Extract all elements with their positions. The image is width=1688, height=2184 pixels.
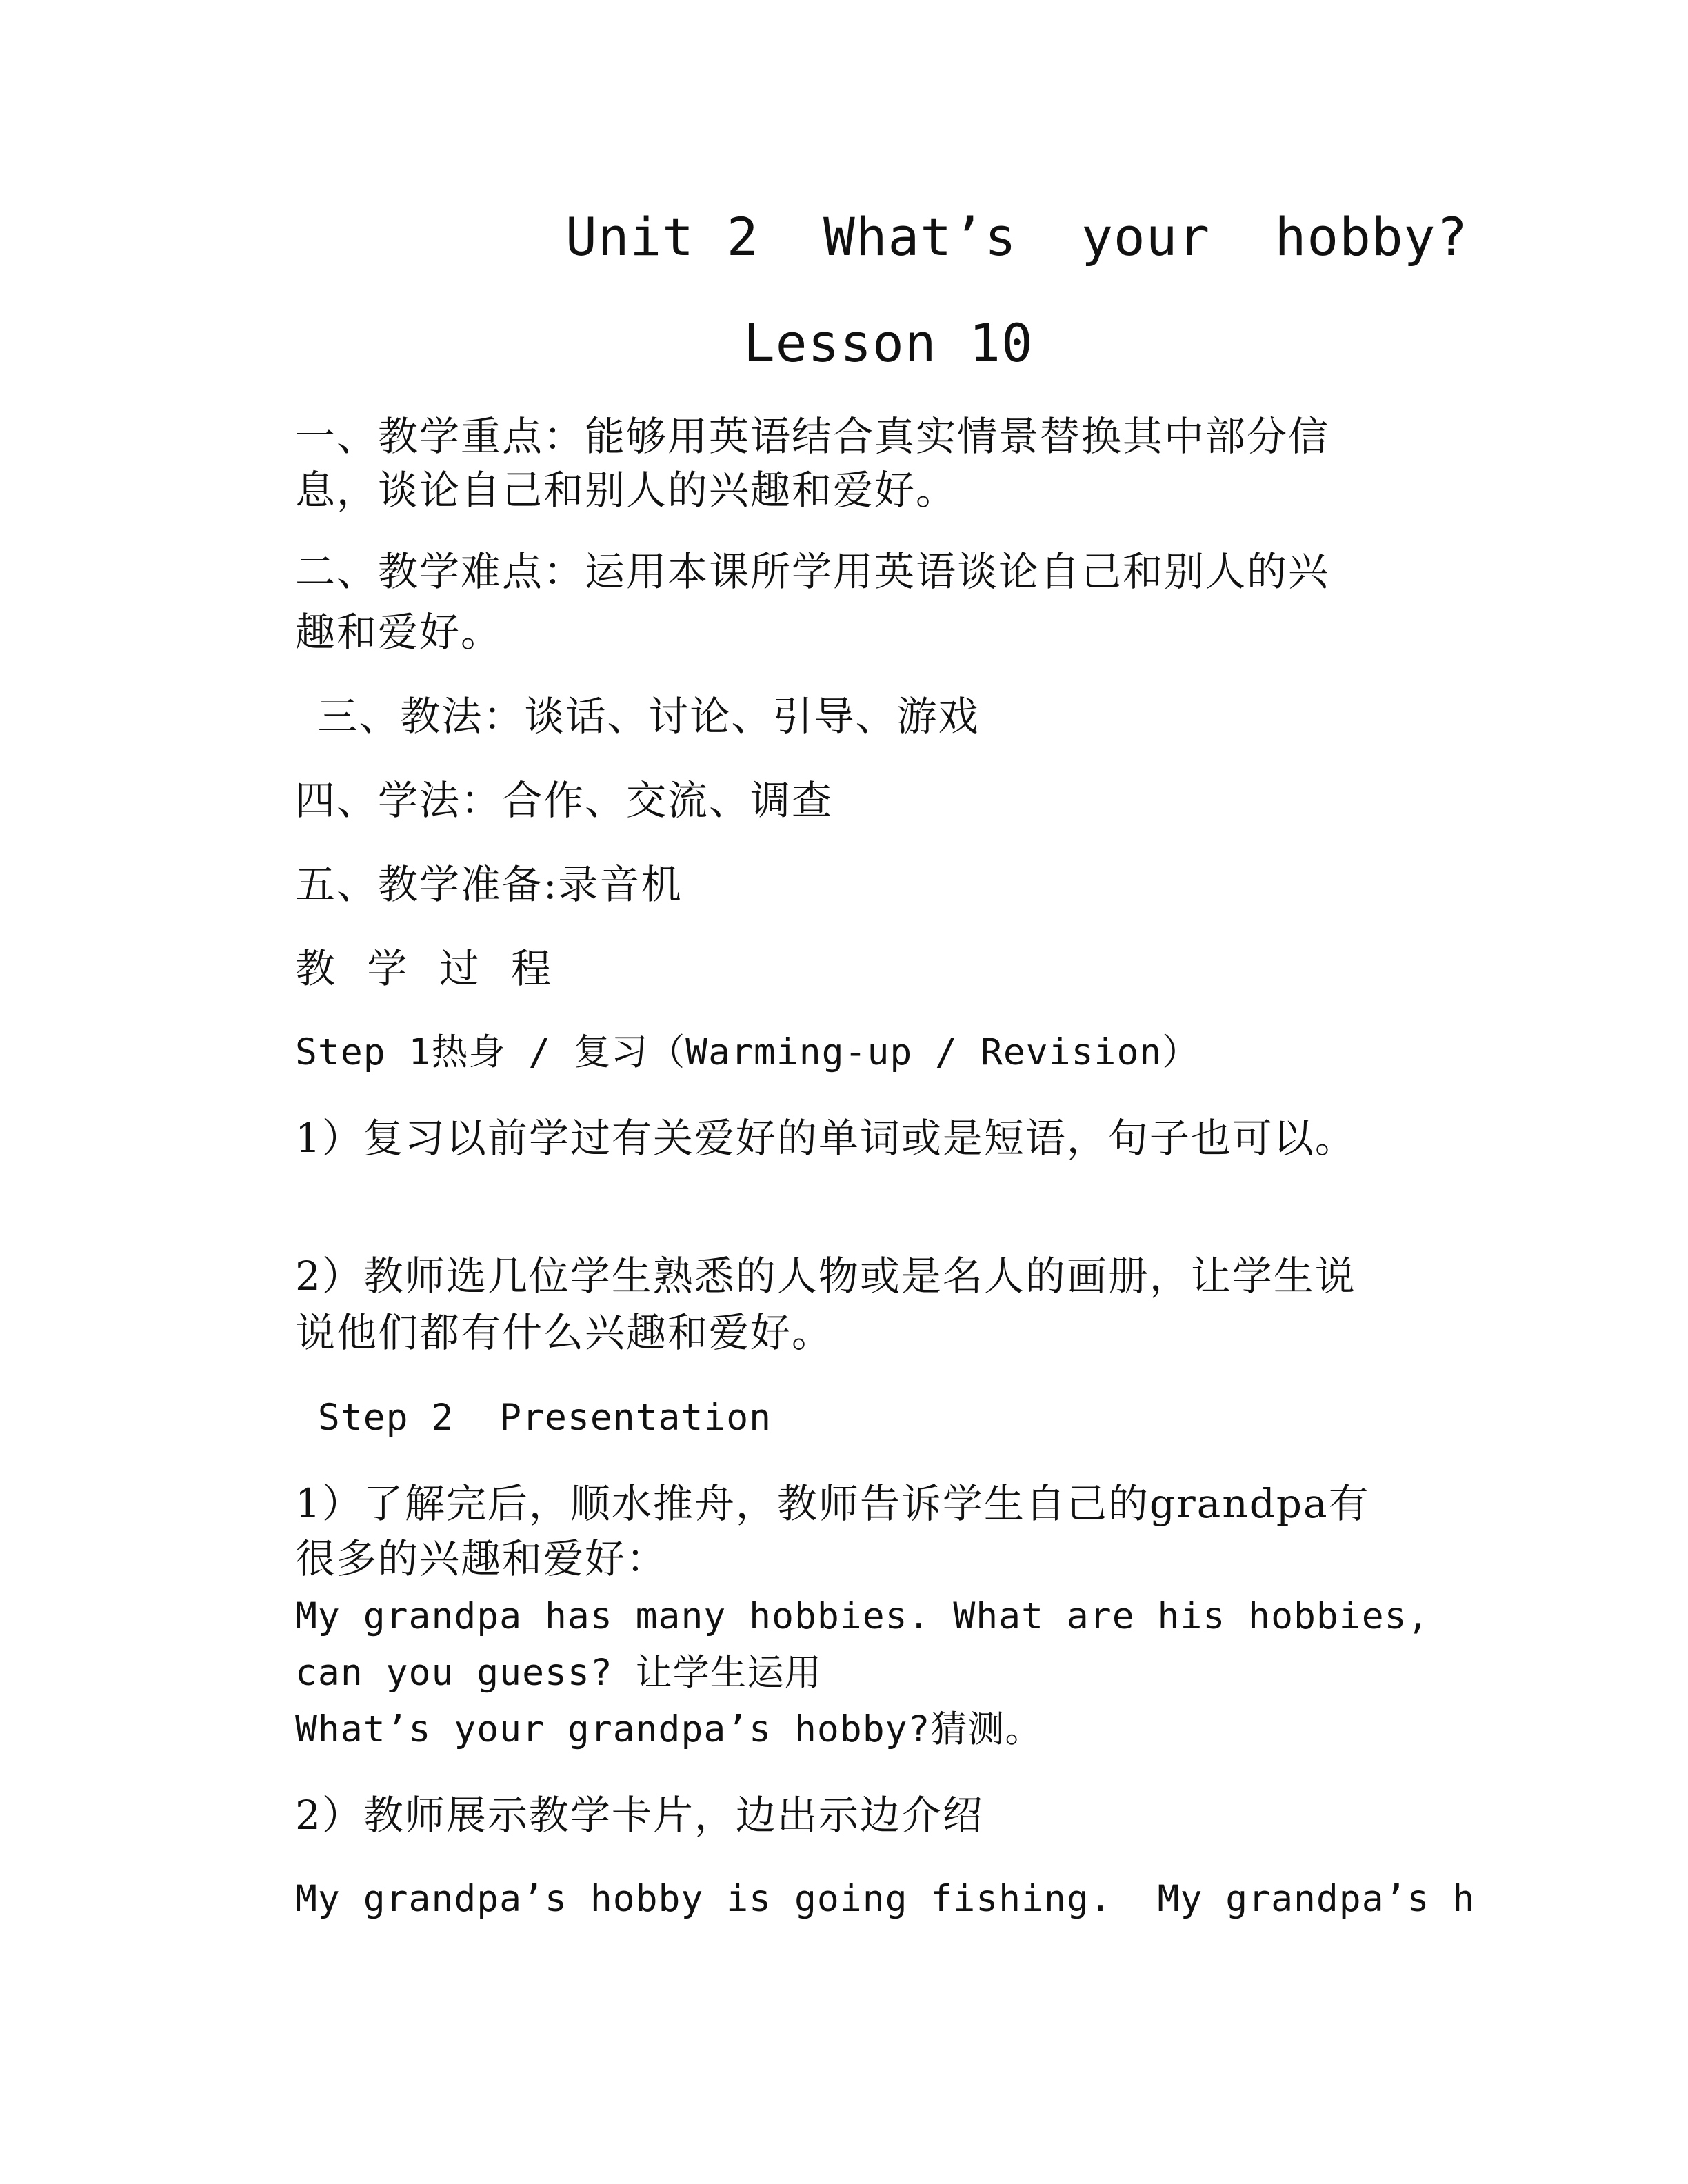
key-points-line-2: 息，谈论自己和别人的兴趣和爱好。 (295, 467, 958, 514)
step1-heading: Step 1热身 / 复习（Warming-up / Revision） (295, 1031, 1200, 1073)
step2-item-1-line-4: can you guess? 让学生运用 (295, 1652, 822, 1694)
step2-item-1-line-2: 很多的兴趣和爱好： (295, 1535, 668, 1582)
step2-item-1-line-1: 1）了解完后，顺水推舟，教师告诉学生自己的grandpa有 (295, 1480, 1370, 1527)
step2-item-1-line-5: What’s your grandpa’s hobby?猜测。 (295, 1708, 1043, 1750)
difficulties-line-2: 趣和爱好。 (295, 609, 503, 656)
step2-item-1-line-3: My grandpa has many hobbies. What are his hobbies, (295, 1595, 1430, 1637)
step2-item-2-example: My grandpa’s hobby is going fishing. My grandpa’s h (295, 1878, 1476, 1920)
step1-item-1: 1）复习以前学过有关爱好的单词或是短语，句子也可以。 (295, 1115, 1356, 1162)
title-unit: Unit 2 What’s your hobby? (565, 206, 1469, 267)
difficulties-line-1: 二、教学难点：运用本课所学用英语谈论自己和别人的兴 (295, 548, 1330, 595)
teaching-process-heading: 教 学 过 程 (295, 945, 561, 992)
title-lesson: Lesson 10 (743, 312, 1034, 374)
key-points-line-1: 一、教学重点：能够用英语结合真实情景替换其中部分信 (295, 413, 1330, 460)
step1-item-2-line-2: 说他们都有什么兴趣和爱好。 (295, 1309, 834, 1356)
step2-item-2: 2）教师展示教学卡片，边出示边介绍 (295, 1792, 984, 1839)
study-methods: 四、学法：合作、交流、调查 (295, 777, 834, 824)
teaching-methods: 三、教法：谈话、讨论、引导、游戏 (303, 693, 980, 740)
step2-heading: Step 2 Presentation (295, 1397, 772, 1439)
teaching-preparation: 五、教学准备:录音机 (295, 861, 683, 908)
step1-item-2-line-1: 2）教师选几位学生熟悉的人物或是名人的画册，让学生说 (295, 1253, 1356, 1300)
